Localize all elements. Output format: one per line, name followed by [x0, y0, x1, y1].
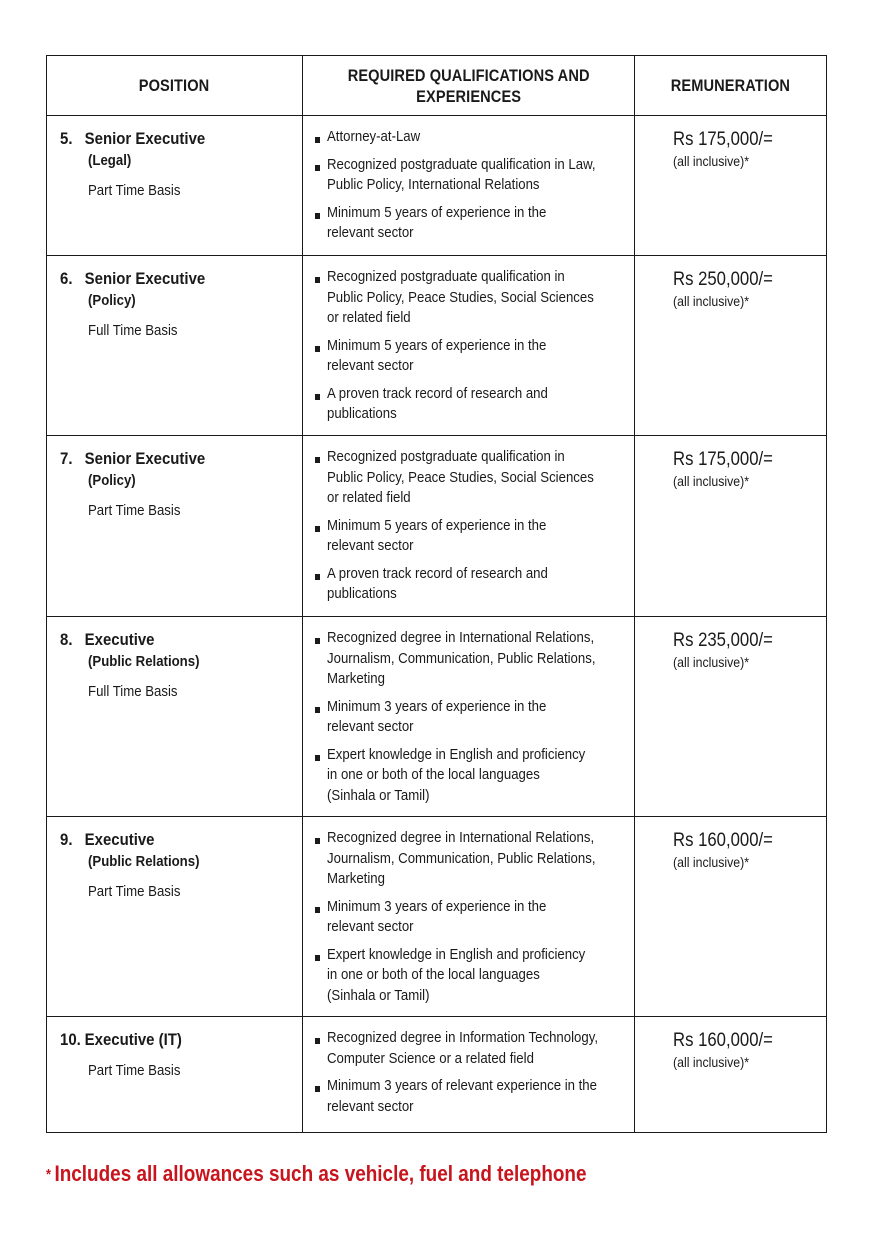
position-title: Executive [84, 830, 155, 849]
qualification-text: Recognized degree in International Relations, Journalism, Communication, Public Relations, Marketing [327, 829, 596, 887]
position-subtitle: (Policy) [88, 292, 136, 309]
qualification-item [314, 945, 626, 1007]
qualification-text: Recognized degree in Information Technology, Computer Science or a related field [327, 1029, 599, 1067]
footnote-star: * [46, 1166, 52, 1184]
qualification-item [314, 697, 626, 738]
remuneration-amount: Rs 175,000/= [673, 129, 773, 150]
table-row [47, 116, 827, 256]
position-basis: Full Time Basis [88, 322, 178, 339]
table-row [47, 617, 827, 817]
position-title: Senior Executive [84, 269, 206, 288]
qualification-text: Expert knowledge in English and proficiency in one or both of the local languages (Sinhala or Tamil) [327, 945, 586, 1004]
header-position-label: POSITION [139, 76, 210, 95]
header-qualifications [303, 56, 635, 116]
position-cell [47, 256, 303, 436]
header-remuneration [635, 56, 827, 116]
position-heading [60, 268, 294, 290]
square-bullet-icon [315, 394, 320, 400]
qualification-text: Minimum 3 years of experience in the relevant sector [327, 697, 547, 735]
footnote-text: Includes all allowances such as vehicle, fuel and telephone [54, 1161, 587, 1186]
remuneration-amount: Rs 250,000/= [673, 269, 773, 290]
position-heading [60, 629, 294, 651]
qualification-text: Minimum 5 years of experience in the relevant sector [327, 516, 547, 554]
remuneration-cell [635, 617, 827, 817]
qualification-text: Minimum 3 years of experience in the relevant sector [327, 897, 547, 935]
remuneration-amount: Rs 160,000/= [673, 830, 773, 851]
square-bullet-icon [315, 574, 320, 580]
position-heading [60, 829, 294, 851]
position-number: 6. [60, 269, 73, 288]
position-title: Senior Executive [84, 129, 206, 148]
position-basis: Part Time Basis [88, 182, 181, 199]
qualification-item [314, 828, 626, 890]
square-bullet-icon [315, 1038, 320, 1044]
position-basis: Part Time Basis [88, 1062, 181, 1079]
square-bullet-icon [315, 165, 320, 171]
remuneration-note: (all inclusive)* [673, 153, 749, 169]
qualification-text: A proven track record of research and publications [327, 384, 548, 422]
square-bullet-icon [315, 955, 320, 961]
qualification-item [314, 384, 626, 425]
position-number: 8. [60, 630, 73, 649]
remuneration-note: (all inclusive)* [673, 1054, 749, 1070]
remuneration-note: (all inclusive)* [673, 654, 749, 670]
qualification-item [314, 516, 626, 557]
square-bullet-icon [315, 457, 320, 463]
position-number: 9. [60, 830, 73, 849]
position-basis: Full Time Basis [88, 683, 178, 700]
positions-table [46, 55, 827, 1133]
position-title: Senior Executive [84, 449, 206, 468]
position-cell [47, 436, 303, 617]
remuneration-cell [635, 817, 827, 1017]
qualifications-list [314, 267, 626, 425]
square-bullet-icon [315, 137, 320, 143]
table-row [47, 256, 827, 436]
qualification-text: Minimum 3 years of relevant experience in the relevant sector [327, 1077, 597, 1115]
qualification-text: Recognized postgraduate qualification in Public Policy, Peace Studies, Social Sciences or related field [327, 448, 594, 506]
header-remuneration-label: REMUNERATION [670, 76, 791, 95]
square-bullet-icon [315, 838, 320, 844]
position-subtitle: (Policy) [88, 472, 136, 489]
qualification-item [314, 1028, 626, 1069]
qualifications-cell [303, 256, 635, 436]
position-basis: Part Time Basis [88, 502, 181, 519]
table-header-row [47, 56, 827, 116]
square-bullet-icon [315, 707, 320, 713]
remuneration-note: (all inclusive)* [673, 473, 749, 489]
remuneration-note: (all inclusive)* [673, 854, 749, 870]
header-qualifications-line2: EXPERIENCES [416, 86, 521, 106]
remuneration-note: (all inclusive)* [673, 293, 749, 309]
qualification-text: Recognized postgraduate qualification in Public Policy, Peace Studies, Social Sciences or related field [327, 268, 594, 326]
position-title: Executive (IT) [84, 1030, 182, 1049]
square-bullet-icon [315, 277, 320, 283]
qualifications-cell [303, 436, 635, 617]
qualification-item [314, 336, 626, 377]
qualification-text: Minimum 5 years of experience in the relevant sector [327, 336, 547, 374]
table-row [47, 817, 827, 1017]
qualification-text: Recognized degree in International Relations, Journalism, Communication, Public Relations, Marketing [327, 629, 596, 687]
remuneration-cell [635, 116, 827, 256]
qualification-item [314, 127, 626, 148]
remuneration-cell [635, 256, 827, 436]
square-bullet-icon [315, 638, 320, 644]
position-cell [47, 1017, 303, 1133]
remuneration-amount: Rs 235,000/= [673, 630, 773, 651]
position-subtitle: (Public Relations) [88, 853, 200, 870]
qualifications-cell [303, 116, 635, 256]
qualifications-cell [303, 617, 635, 817]
qualifications-list [314, 828, 626, 1006]
qualifications-list [314, 127, 626, 244]
remuneration-amount: Rs 160,000/= [673, 1030, 773, 1051]
remuneration-cell [635, 1017, 827, 1133]
position-cell [47, 817, 303, 1017]
footnote [46, 1160, 675, 1189]
header-qualifications-line1: REQUIRED QUALIFICATIONS AND [347, 65, 590, 85]
position-number: 10. [60, 1030, 81, 1049]
table-body [47, 116, 827, 1133]
square-bullet-icon [315, 526, 320, 532]
position-subtitle: (Legal) [88, 152, 132, 169]
remuneration-amount: Rs 175,000/= [673, 449, 773, 470]
qualifications-cell [303, 817, 635, 1017]
qualification-item [314, 897, 626, 938]
square-bullet-icon [315, 1086, 320, 1092]
square-bullet-icon [315, 907, 320, 913]
qualifications-list [314, 447, 626, 605]
qualification-item [314, 564, 626, 605]
qualification-item [314, 203, 626, 244]
qualification-text: A proven track record of research and publications [327, 564, 548, 602]
position-basis: Part Time Basis [88, 883, 181, 900]
table-row [47, 436, 827, 617]
qualification-item [314, 447, 626, 509]
position-subtitle: (Public Relations) [88, 653, 200, 670]
remuneration-cell [635, 436, 827, 617]
qualifications-cell [303, 1017, 635, 1133]
qualification-item [314, 1076, 626, 1117]
position-cell [47, 116, 303, 256]
qualification-item [314, 155, 626, 196]
position-heading [60, 448, 294, 470]
qualifications-list [314, 628, 626, 806]
qualification-item [314, 628, 626, 690]
position-title: Executive [84, 630, 155, 649]
position-number: 5. [60, 129, 73, 148]
position-heading [60, 128, 294, 150]
square-bullet-icon [315, 346, 320, 352]
position-heading [60, 1029, 294, 1051]
qualification-text: Minimum 5 years of experience in the relevant sector [327, 203, 547, 241]
qualifications-list [314, 1028, 626, 1117]
qualification-item [314, 745, 626, 807]
position-cell [47, 617, 303, 817]
header-position [47, 56, 303, 116]
square-bullet-icon [315, 213, 320, 219]
qualification-item [314, 267, 626, 329]
qualification-text: Expert knowledge in English and proficiency in one or both of the local languages (Sinhala or Tamil) [327, 745, 586, 804]
table-row [47, 1017, 827, 1133]
qualification-text: Recognized postgraduate qualification in Law, Public Policy, International Relations [327, 155, 596, 193]
position-number: 7. [60, 449, 73, 468]
qualification-text: Attorney-at-Law [327, 128, 421, 145]
square-bullet-icon [315, 755, 320, 761]
